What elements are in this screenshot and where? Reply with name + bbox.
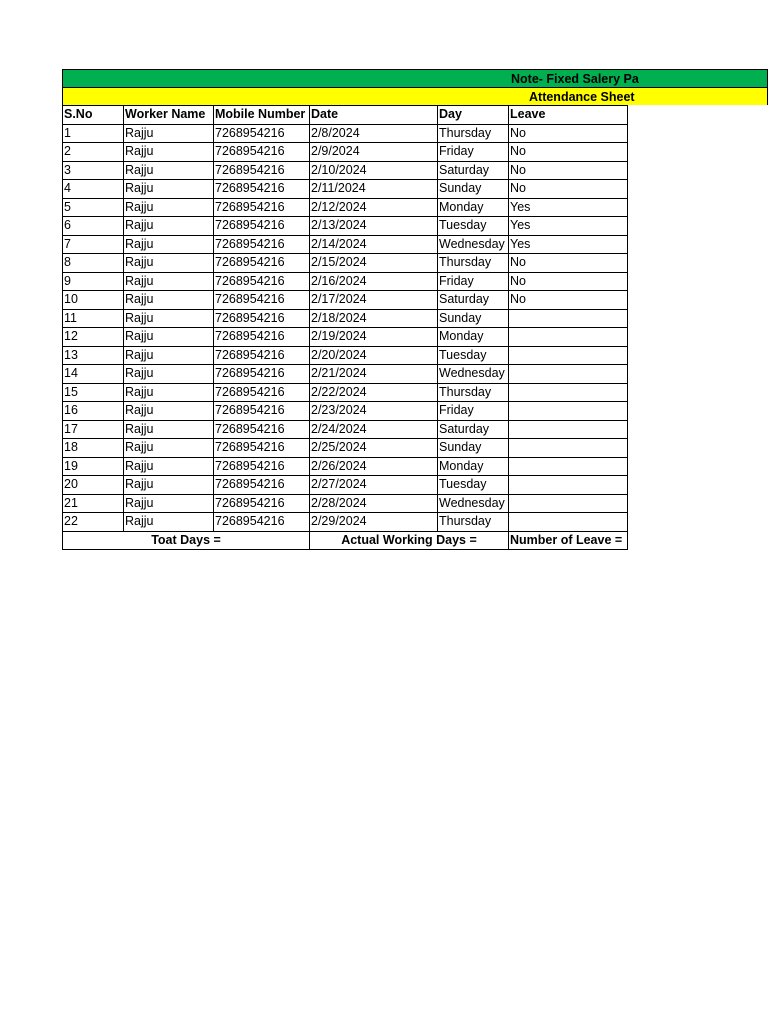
cell-leave[interactable]: No [509, 161, 628, 180]
cell-sno[interactable]: 10 [63, 291, 124, 310]
cell-date[interactable]: 2/16/2024 [310, 272, 438, 291]
cell-date[interactable]: 2/26/2024 [310, 457, 438, 476]
cell-mobile-number[interactable]: 7268954216 [214, 494, 310, 513]
cell-worker-name[interactable]: Rajju [124, 143, 214, 162]
cell-date[interactable]: 2/24/2024 [310, 420, 438, 439]
cell-worker-name[interactable]: Rajju [124, 235, 214, 254]
table-row [63, 513, 628, 532]
table-row [63, 365, 628, 384]
total-days-label[interactable]: Toat Days = [63, 531, 310, 550]
cell-sno[interactable]: 14 [63, 365, 124, 384]
table-row [63, 180, 628, 199]
cell-worker-name[interactable]: Rajju [124, 328, 214, 347]
table-row [63, 439, 628, 458]
cell-sno[interactable]: 11 [63, 309, 124, 328]
cell-leave[interactable]: Yes [509, 198, 628, 217]
cell-worker-name[interactable]: Rajju [124, 402, 214, 421]
cell-mobile-number[interactable]: 7268954216 [214, 439, 310, 458]
cell-sno[interactable]: 21 [63, 494, 124, 513]
cell-worker-name[interactable]: Rajju [124, 198, 214, 217]
cell-sno[interactable]: 6 [63, 217, 124, 236]
header-worker-name[interactable]: Worker Name [124, 106, 214, 125]
cell-sno[interactable]: 16 [63, 402, 124, 421]
cell-mobile-number[interactable]: 7268954216 [214, 383, 310, 402]
header-mobile-number[interactable]: Mobile Number [214, 106, 310, 125]
cell-day[interactable]: Saturday [438, 161, 509, 180]
title-banner-text: Attendance Sheet [529, 90, 635, 104]
cell-date[interactable]: 2/13/2024 [310, 217, 438, 236]
attendance-sheet [62, 69, 768, 550]
cell-sno[interactable]: 5 [63, 198, 124, 217]
cell-leave[interactable] [509, 402, 628, 421]
cell-worker-name[interactable]: Rajju [124, 365, 214, 384]
cell-leave[interactable] [509, 309, 628, 328]
cell-leave[interactable]: No [509, 124, 628, 143]
cell-leave[interactable] [509, 513, 628, 532]
table-row [63, 272, 628, 291]
cell-date[interactable]: 2/23/2024 [310, 402, 438, 421]
table-row [63, 198, 628, 217]
table-row [63, 494, 628, 513]
cell-worker-name[interactable]: Rajju [124, 476, 214, 495]
table-row [63, 254, 628, 273]
cell-worker-name[interactable]: Rajju [124, 217, 214, 236]
cell-mobile-number[interactable]: 7268954216 [214, 161, 310, 180]
table-row [63, 124, 628, 143]
cell-mobile-number[interactable]: 7268954216 [214, 309, 310, 328]
cell-worker-name[interactable]: Rajju [124, 420, 214, 439]
table-row [63, 217, 628, 236]
cell-leave[interactable] [509, 420, 628, 439]
header-day[interactable]: Day [438, 106, 509, 125]
cell-leave[interactable]: Yes [509, 217, 628, 236]
cell-mobile-number[interactable]: 7268954216 [214, 328, 310, 347]
cell-date[interactable]: 2/21/2024 [310, 365, 438, 384]
table-row [63, 346, 628, 365]
cell-worker-name[interactable]: Rajju [124, 291, 214, 310]
cell-leave[interactable] [509, 494, 628, 513]
cell-mobile-number[interactable]: 7268954216 [214, 254, 310, 273]
table-row [63, 309, 628, 328]
cell-mobile-number[interactable]: 7268954216 [214, 457, 310, 476]
cell-worker-name[interactable]: Rajju [124, 513, 214, 532]
attendance-table [62, 105, 628, 550]
cell-day[interactable]: Tuesday [438, 346, 509, 365]
cell-worker-name[interactable]: Rajju [124, 383, 214, 402]
cell-sno[interactable]: 7 [63, 235, 124, 254]
cell-sno[interactable]: 15 [63, 383, 124, 402]
cell-mobile-number[interactable]: 7268954216 [214, 198, 310, 217]
cell-day[interactable]: Monday [438, 457, 509, 476]
cell-day[interactable]: Thursday [438, 254, 509, 273]
cell-sno[interactable]: 22 [63, 513, 124, 532]
cell-date[interactable]: 2/14/2024 [310, 235, 438, 254]
cell-date[interactable]: 2/11/2024 [310, 180, 438, 199]
cell-worker-name[interactable]: Rajju [124, 439, 214, 458]
cell-day[interactable]: Monday [438, 198, 509, 217]
cell-date[interactable]: 2/27/2024 [310, 476, 438, 495]
cell-leave[interactable] [509, 328, 628, 347]
cell-date[interactable]: 2/9/2024 [310, 143, 438, 162]
cell-leave[interactable]: No [509, 272, 628, 291]
cell-date[interactable]: 2/29/2024 [310, 513, 438, 532]
cell-sno[interactable]: 19 [63, 457, 124, 476]
cell-date[interactable]: 2/22/2024 [310, 383, 438, 402]
cell-leave[interactable] [509, 346, 628, 365]
note-banner[interactable] [62, 69, 768, 87]
cell-date[interactable]: 2/18/2024 [310, 309, 438, 328]
cell-leave[interactable] [509, 365, 628, 384]
cell-sno[interactable]: 3 [63, 161, 124, 180]
cell-worker-name[interactable]: Rajju [124, 124, 214, 143]
cell-mobile-number[interactable]: 7268954216 [214, 272, 310, 291]
cell-day[interactable]: Wednesday [438, 365, 509, 384]
cell-sno[interactable]: 20 [63, 476, 124, 495]
cell-leave[interactable]: No [509, 291, 628, 310]
cell-worker-name[interactable]: Rajju [124, 309, 214, 328]
cell-worker-name[interactable]: Rajju [124, 161, 214, 180]
cell-mobile-number[interactable]: 7268954216 [214, 513, 310, 532]
cell-day[interactable]: Tuesday [438, 217, 509, 236]
cell-mobile-number[interactable]: 7268954216 [214, 217, 310, 236]
cell-worker-name[interactable]: Rajju [124, 180, 214, 199]
table-row [63, 291, 628, 310]
note-banner-text: Note- Fixed Salery Pa [511, 72, 639, 86]
cell-date[interactable]: 2/10/2024 [310, 161, 438, 180]
cell-leave[interactable] [509, 457, 628, 476]
cell-date[interactable]: 2/20/2024 [310, 346, 438, 365]
cell-day[interactable]: Tuesday [438, 476, 509, 495]
cell-day[interactable]: Wednesday [438, 235, 509, 254]
cell-sno[interactable]: 9 [63, 272, 124, 291]
cell-mobile-number[interactable]: 7268954216 [214, 291, 310, 310]
cell-date[interactable]: 2/15/2024 [310, 254, 438, 273]
header-sno[interactable]: S.No [63, 106, 124, 125]
cell-sno[interactable]: 8 [63, 254, 124, 273]
cell-leave[interactable]: No [509, 254, 628, 273]
cell-sno[interactable]: 2 [63, 143, 124, 162]
cell-sno[interactable]: 17 [63, 420, 124, 439]
cell-worker-name[interactable]: Rajju [124, 254, 214, 273]
cell-worker-name[interactable]: Rajju [124, 346, 214, 365]
cell-day[interactable]: Sunday [438, 439, 509, 458]
cell-mobile-number[interactable]: 7268954216 [214, 365, 310, 384]
cell-day[interactable]: Thursday [438, 124, 509, 143]
cell-worker-name[interactable]: Rajju [124, 494, 214, 513]
table-row [63, 402, 628, 421]
actual-working-days-label[interactable]: Actual Working Days = [310, 531, 509, 550]
header-leave[interactable]: Leave [509, 106, 628, 125]
header-date[interactable]: Date [310, 106, 438, 125]
cell-mobile-number[interactable]: 7268954216 [214, 476, 310, 495]
table-row [63, 161, 628, 180]
table-body [63, 124, 628, 531]
cell-mobile-number[interactable]: 7268954216 [214, 420, 310, 439]
cell-leave[interactable] [509, 476, 628, 495]
cell-day[interactable]: Wednesday [438, 494, 509, 513]
cell-sno[interactable]: 18 [63, 439, 124, 458]
cell-leave[interactable] [509, 383, 628, 402]
cell-day[interactable]: Thursday [438, 383, 509, 402]
cell-leave[interactable] [509, 439, 628, 458]
cell-mobile-number[interactable]: 7268954216 [214, 346, 310, 365]
cell-day[interactable]: Saturday [438, 420, 509, 439]
cell-date[interactable]: 2/25/2024 [310, 439, 438, 458]
cell-day[interactable]: Saturday [438, 291, 509, 310]
header-row [63, 106, 628, 125]
cell-date[interactable]: 2/19/2024 [310, 328, 438, 347]
table-row [63, 328, 628, 347]
number-of-leave-label[interactable]: Number of Leave = [509, 531, 628, 550]
table-row [63, 476, 628, 495]
cell-day[interactable]: Sunday [438, 180, 509, 199]
cell-sno[interactable]: 13 [63, 346, 124, 365]
cell-date[interactable]: 2/28/2024 [310, 494, 438, 513]
cell-day[interactable]: Friday [438, 143, 509, 162]
cell-sno[interactable]: 1 [63, 124, 124, 143]
cell-mobile-number[interactable]: 7268954216 [214, 143, 310, 162]
cell-day[interactable]: Monday [438, 328, 509, 347]
cell-mobile-number[interactable]: 7268954216 [214, 124, 310, 143]
table-row [63, 143, 628, 162]
cell-leave[interactable]: No [509, 143, 628, 162]
cell-date[interactable]: 2/8/2024 [310, 124, 438, 143]
table-row [63, 420, 628, 439]
cell-day[interactable]: Thursday [438, 513, 509, 532]
table-row [63, 383, 628, 402]
cell-worker-name[interactable]: Rajju [124, 272, 214, 291]
cell-day[interactable]: Friday [438, 272, 509, 291]
cell-mobile-number[interactable]: 7268954216 [214, 235, 310, 254]
cell-mobile-number[interactable]: 7268954216 [214, 402, 310, 421]
title-banner[interactable] [62, 87, 768, 105]
cell-worker-name[interactable]: Rajju [124, 457, 214, 476]
cell-leave[interactable]: Yes [509, 235, 628, 254]
cell-sno[interactable]: 4 [63, 180, 124, 199]
summary-row [63, 531, 628, 550]
table-row [63, 235, 628, 254]
cell-day[interactable]: Friday [438, 402, 509, 421]
cell-date[interactable]: 2/17/2024 [310, 291, 438, 310]
cell-day[interactable]: Sunday [438, 309, 509, 328]
cell-mobile-number[interactable]: 7268954216 [214, 180, 310, 199]
cell-sno[interactable]: 12 [63, 328, 124, 347]
cell-leave[interactable]: No [509, 180, 628, 199]
table-row [63, 457, 628, 476]
cell-date[interactable]: 2/12/2024 [310, 198, 438, 217]
